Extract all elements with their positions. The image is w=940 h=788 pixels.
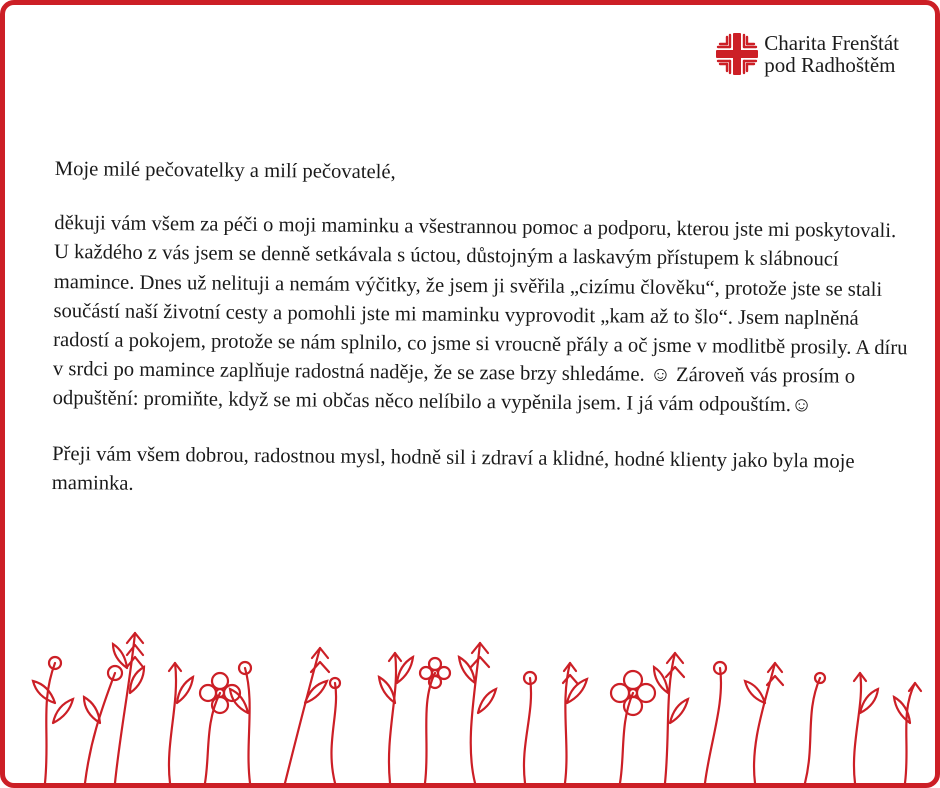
charita-logo — [714, 31, 899, 77]
letter-closing: Přeji vám všem dobrou, radostnou mysl, hodně sil i zdraví a klidné, hodné klienty jako byla moje maminka. — [51, 442, 855, 495]
letter-text — [52, 155, 915, 506]
floral-border-icon — [5, 623, 935, 783]
logo-line-1: Charita Frenštát — [764, 31, 899, 55]
charita-cross-icon — [714, 31, 760, 77]
logo-text — [764, 32, 899, 76]
letter-body: děkuji vám všem za péči o moji maminku a všestrannou pomoc a podporu, kterou jste mi poskytovali. U každého z vás jsem se denně setkávala s úctou, důstojným a laskavým přístupem k slábnoucí mamince. Dnes už nelituji a nemám výčitky, že jsem ji svěřila „cizímu člověku“, protože jste se stali součástí naší životní cesty a pomohli jste mi maminku vyprovodit „kam až to šlo“. Jsem naplněná radostí a pokojem, protože se nám splnilo, co jsme si vroucně přály a oč jsme v modlitbě prosily. A díru v srdci po mamince zaplňuje radostná naděje, že se zase brzy shledáme. ☺ Zároveň vás prosím o odpuštění: promiňte, když se mi občas něco nelíbilo a vypěnila jsem. I já vám odpouštím.☺ — [52, 212, 908, 417]
letter-greeting: Moje milé pečovatelky a milí pečovatelé, — [54, 157, 396, 184]
logo-line-2: pod Radhoštěm — [764, 53, 896, 77]
